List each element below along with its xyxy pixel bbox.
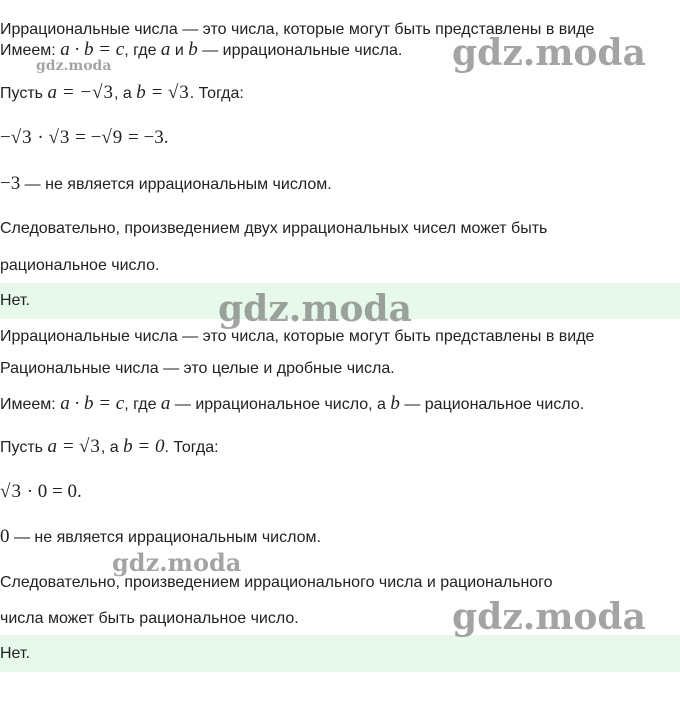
sqrt-radicand: 3 bbox=[59, 127, 70, 148]
let-line bbox=[0, 436, 680, 459]
given-equation: a · b = c bbox=[60, 39, 125, 60]
result-line bbox=[0, 173, 680, 196]
calc-minus: − bbox=[0, 127, 11, 148]
var-a: a bbox=[160, 393, 171, 414]
calc-result: = −3. bbox=[123, 127, 169, 148]
watermark-logo: gdz.moda bbox=[452, 596, 646, 638]
calc-equals: = − bbox=[70, 127, 102, 148]
sqrt-radicand: 3 bbox=[179, 82, 189, 103]
sqrt-radicand: 3 bbox=[11, 481, 21, 502]
var-b: b bbox=[188, 39, 198, 60]
sqrt-radicand: 9 bbox=[112, 127, 123, 148]
calc-dot: · bbox=[32, 127, 49, 148]
given-prefix: Имеем: bbox=[0, 396, 56, 413]
let-suffix: . Тогда: bbox=[164, 439, 219, 456]
watermark-logo: gdz.moda bbox=[36, 58, 112, 74]
let-b: b = 0 bbox=[123, 436, 165, 457]
conclusion-text: рациональное число. bbox=[0, 257, 160, 274]
let-prefix: Пусть bbox=[0, 439, 43, 456]
rational-definition bbox=[0, 358, 680, 380]
conclusion-text: Следовательно, произведением иррационального числа и рационального bbox=[0, 574, 553, 591]
given-equation: a · b = c bbox=[60, 393, 125, 414]
and-word: и bbox=[174, 42, 184, 59]
answer-text: Нет. bbox=[0, 292, 30, 309]
rational-definition-text: Рациональные числа — это целые и дробные числа. bbox=[0, 360, 395, 377]
result-line bbox=[0, 526, 680, 549]
sqrt-radicand: 3 bbox=[90, 436, 100, 457]
answer-text: Нет. bbox=[0, 645, 30, 662]
conclusion-text: числа может быть рациональное число. bbox=[0, 610, 299, 627]
result-number: −3 bbox=[0, 173, 21, 194]
sqrt-sign-icon: √ bbox=[48, 127, 59, 148]
result-number: 0 bbox=[0, 526, 10, 547]
let-line bbox=[0, 82, 680, 105]
let-mid: , а bbox=[114, 85, 132, 102]
calculation-line bbox=[0, 481, 680, 504]
given-prefix: Имеем: bbox=[0, 42, 56, 59]
let-suffix: . Тогда: bbox=[189, 85, 244, 102]
calculation-line bbox=[0, 127, 680, 150]
var-a: a bbox=[160, 39, 171, 60]
given-mid-2: — иррациональное число, а bbox=[174, 396, 386, 413]
conclusion-line-1 bbox=[0, 572, 680, 594]
definition-label: Иррациональные числа — это числа, которые могут быть представлены в виде bbox=[0, 21, 595, 38]
let-prefix: Пусть bbox=[0, 85, 43, 102]
given-suffix: — рациональное число. bbox=[404, 396, 585, 413]
sqrt-radicand: 3 bbox=[103, 82, 114, 103]
sqrt-sign-icon: √ bbox=[101, 127, 112, 148]
calc-tail: · 0 = 0. bbox=[21, 481, 82, 502]
let-a: a = − bbox=[47, 82, 93, 103]
given-mid: , где bbox=[124, 42, 157, 59]
sqrt-sign-icon: √ bbox=[167, 82, 179, 103]
var-b: b bbox=[390, 393, 400, 414]
sqrt-sign-icon: √ bbox=[78, 436, 90, 457]
conclusion-line-2 bbox=[0, 255, 680, 277]
conclusion-line-1 bbox=[0, 218, 680, 240]
sqrt-sign-icon: √ bbox=[0, 481, 11, 502]
result-text: — не является иррациональным числом. bbox=[24, 176, 332, 193]
given-suffix: — иррациональные числа. bbox=[202, 42, 403, 59]
sqrt-sign-icon: √ bbox=[92, 82, 103, 103]
let-a: a = bbox=[47, 436, 75, 457]
watermark-logo: gdz.moda bbox=[112, 548, 242, 577]
sqrt-sign-icon: √ bbox=[10, 127, 22, 148]
definition-label: Иррациональные числа — это числа, которые могут быть представлены в виде bbox=[0, 328, 595, 345]
answer-line bbox=[0, 643, 680, 665]
given-line bbox=[0, 393, 680, 416]
let-b: b = bbox=[136, 82, 164, 103]
sqrt-radicand: 3 bbox=[22, 127, 32, 148]
watermark-logo: gdz.moda bbox=[452, 32, 646, 74]
conclusion-text: Следовательно, произведением двух иррациональных чисел может быть bbox=[0, 220, 548, 237]
let-mid: , а bbox=[100, 439, 119, 456]
given-mid: , где bbox=[124, 396, 157, 413]
result-text: — не является иррациональным числом. bbox=[13, 529, 321, 546]
watermark-logo: gdz.moda bbox=[218, 288, 412, 330]
